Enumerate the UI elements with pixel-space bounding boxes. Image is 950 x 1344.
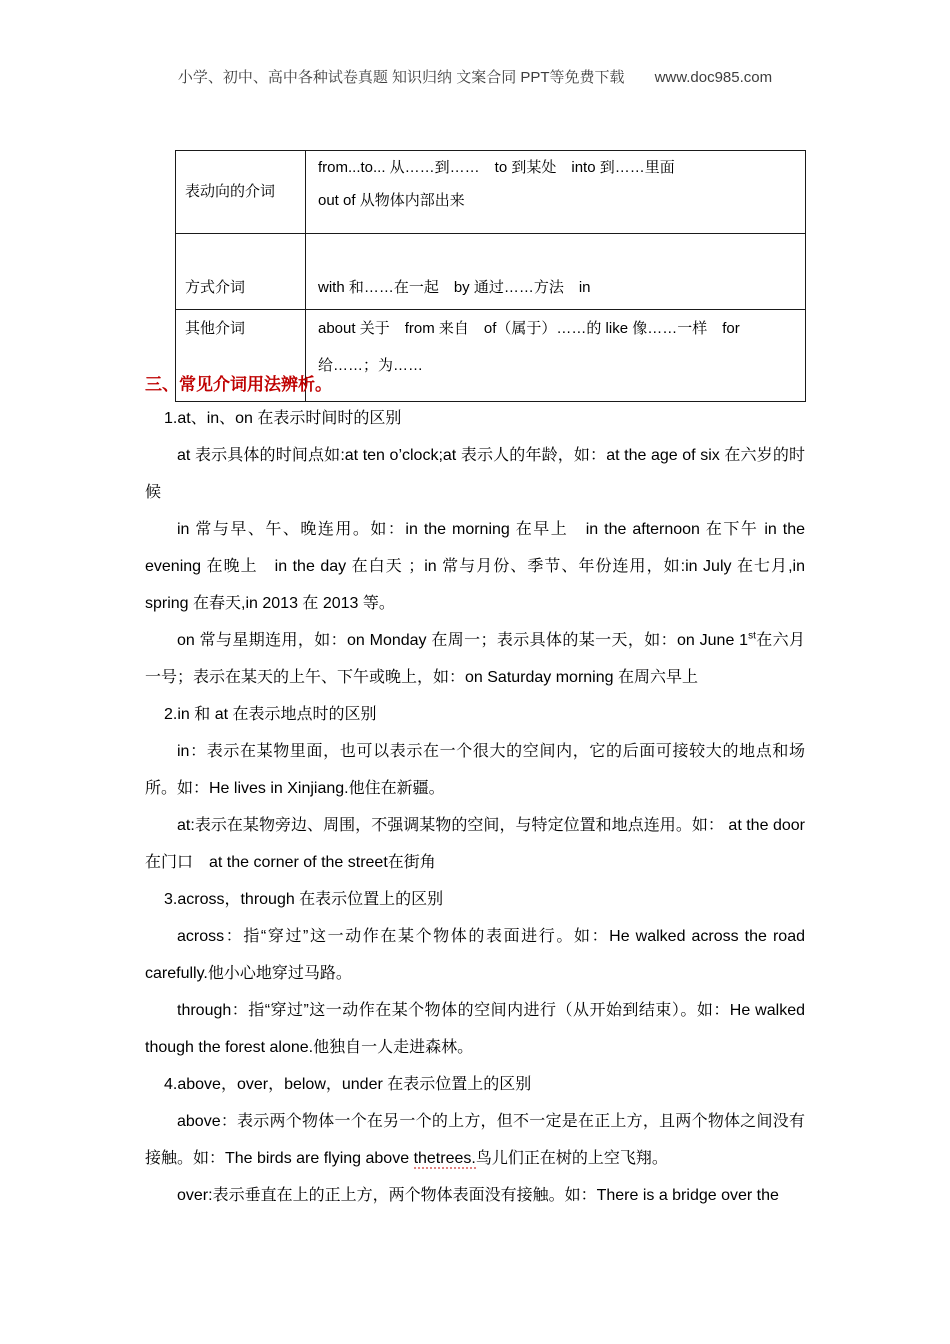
paragraph-rule-3: 3.across，through 在表示位置上的区别: [164, 891, 444, 908]
preposition-table: [175, 150, 806, 402]
document-body: [145, 372, 805, 1214]
text-segment: 鸟儿们正在树的上空飞翔。: [475, 1150, 668, 1167]
paragraph-in-place: in：表示在某物里面，也可以表示在一个很大的空间内，它的后面可接较大的地点和场所。如：He lives in Xinjiang.他住在新疆。: [145, 743, 805, 797]
row-content: [306, 151, 806, 234]
row-label: 其他介词: [176, 310, 306, 402]
row-label: 方式介词: [176, 234, 306, 310]
cell-line: about 关于 from 来自 of（属于）……的 like 像……一样 for: [318, 320, 740, 337]
paragraph-rule-2: 2.in 和 at 在表示地点时的区别: [164, 706, 377, 723]
paragraph-at-place: at:表示在某物旁边、周围，不强调某物的空间，与特定位置和地点连用。如： at the door 在门口 at the corner of the street在街角: [145, 817, 805, 871]
cell-line: from...to... 从……到…… to 到某处 into 到……里面: [318, 159, 675, 176]
header-text: 小学、初中、高中各种试卷真题 知识归纳 文案合同 PPT等免费下载: [177, 69, 625, 86]
text-segment: on 常与星期连用，如：on Monday 在周一；表示具体的某一天，如：on June 1: [177, 632, 749, 649]
cell-line: 给……；为……: [318, 357, 424, 374]
superscript-ordinal: st: [748, 630, 756, 642]
cell-line: with 和……在一起 by 通过……方法 in: [318, 278, 591, 296]
paragraph-above: [145, 1103, 805, 1177]
row-content: [306, 234, 806, 310]
table-row-manner: [176, 234, 806, 310]
header-site-url: www.doc985.com: [654, 69, 773, 86]
paragraph-rule-1: 1.at、in、on 在表示时间时的区别: [164, 410, 402, 427]
paragraph-through: through：指“穿过”这一动作在某个物体的空间内进行（从开始到结束）。如：He walked though the forest alone.他独自一人走进森林。: [145, 1002, 805, 1056]
paragraph-in-time: in 常与早、午、晚连用。如：in the morning 在早上 in the afternoon 在下午 in the evening 在晚上 in the day 在白天 ；in 常与月份、季节、年份连用，如:in July 在七月,in spring 在春天,in 2013 在 2013 等。: [145, 521, 805, 612]
paragraph-across: across：指“穿过”这一动作在某个物体的表面进行。如：He walked across the road carefully.他小心地穿过马路。: [145, 928, 805, 982]
text-segment: above：表示两个物体一个在另一个的上方，但不一定是在正上方，且两个物体之间没有接触。如：The birds are flying above: [145, 1113, 805, 1167]
page-header: [0, 66, 950, 87]
paragraph-rule-4: 4.above，over，below，under 在表示位置上的区别: [164, 1076, 532, 1093]
paragraph-over: over:表示垂直在上的正上方，两个物体表面没有接触。如：There is a bridge over the: [177, 1187, 779, 1204]
paragraph-on-time: [145, 622, 805, 696]
text-segment: 在六月一号；表示在某天的上午、下午或晚上，如：on Saturday morning 在周六早上: [145, 632, 805, 686]
row-label: 表动向的介词: [176, 151, 306, 234]
table-row-direction: [176, 151, 806, 234]
spellcheck-marked-word: thetrees.: [413, 1150, 476, 1167]
paragraph-at-time: at 表示具体的时间点如:at ten o’clock;at 表示人的年龄，如：at the age of six 在六岁的时候: [145, 447, 805, 501]
section-heading: 三、常见介词用法辨析。: [145, 375, 332, 394]
cell-line: out of 从物体内部出来: [318, 192, 465, 209]
